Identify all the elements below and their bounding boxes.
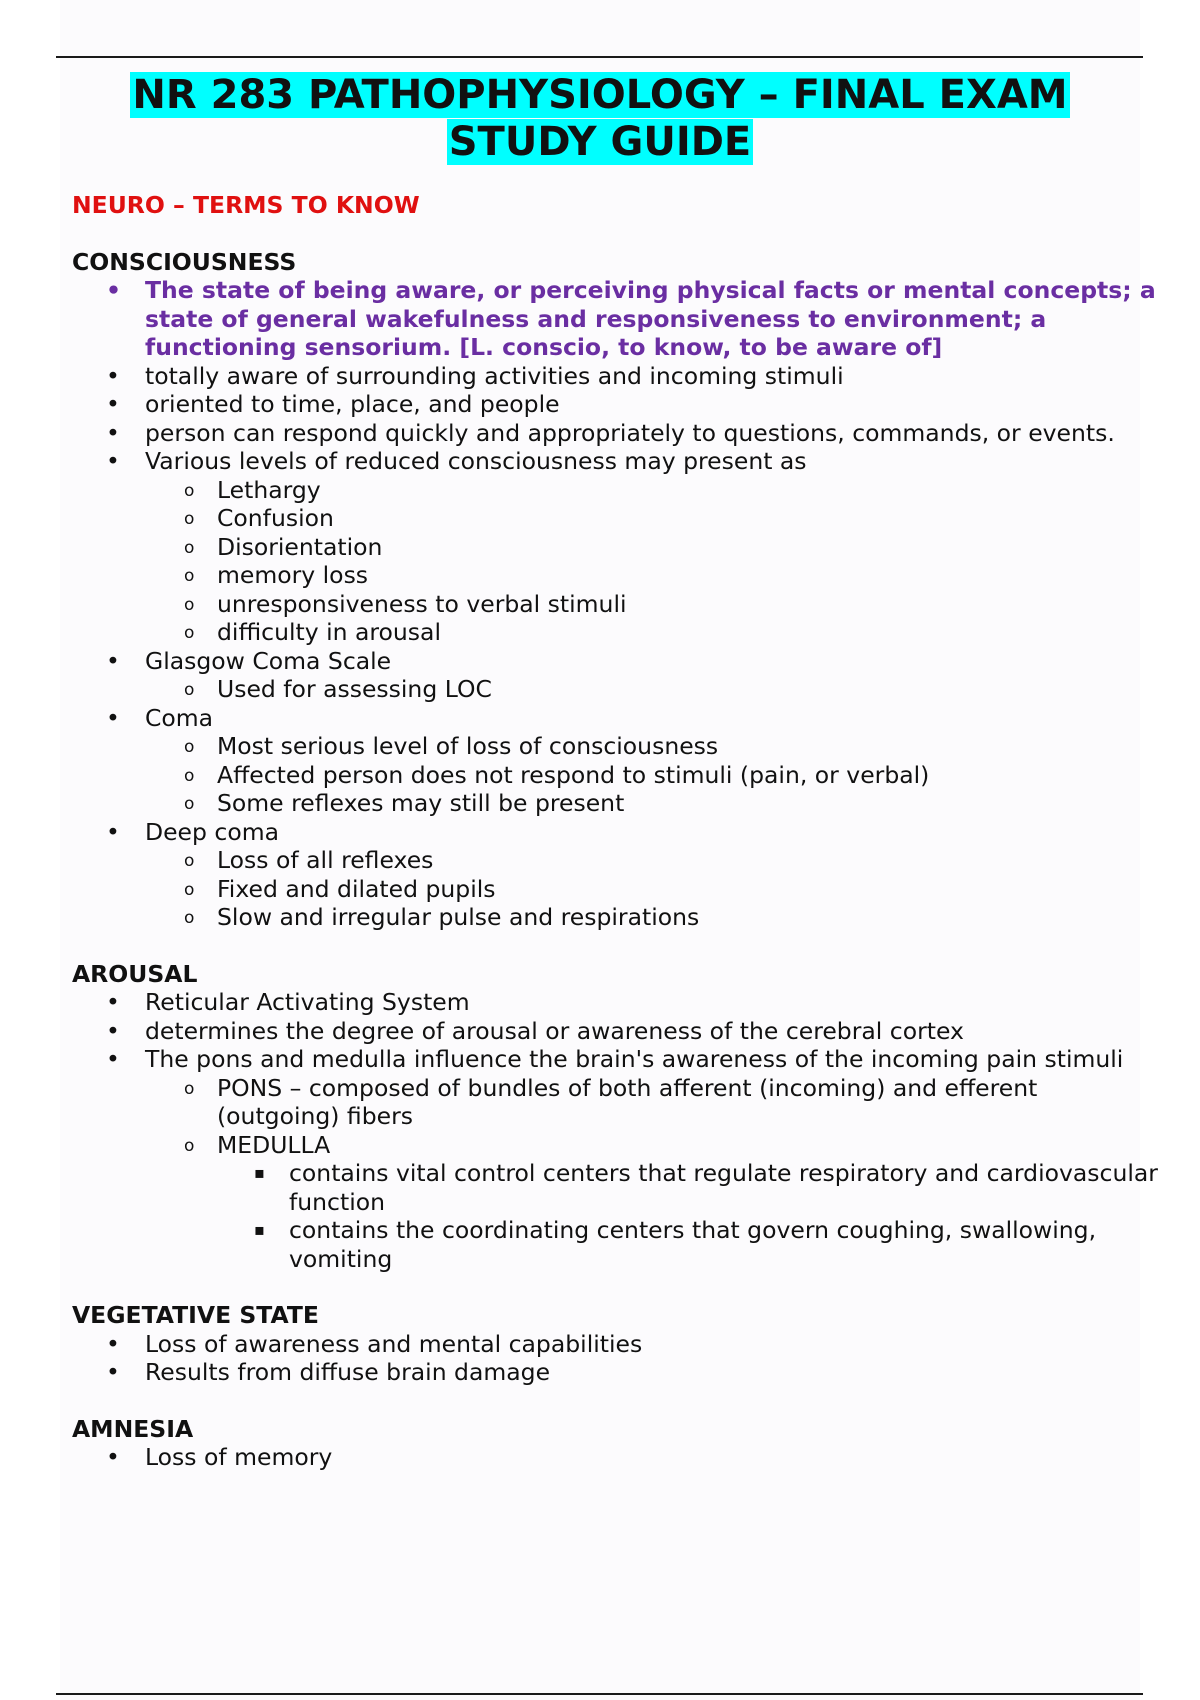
vegetative-heading: VEGETATIVE STATE <box>72 1301 319 1329</box>
list-item-text: Coma <box>145 703 214 732</box>
list-item: • Results from diffuse brain damage <box>72 1358 1162 1387</box>
list-item <box>72 647 1162 704</box>
top-rule <box>56 56 1143 58</box>
sub-item: o PONS – composed of bundles of both afferent (incoming) and efferent (outgoing) fibers <box>217 1074 1162 1131</box>
list-item <box>72 818 1162 932</box>
sub-item: o Used for assessing LOC <box>217 675 1162 704</box>
medulla-list <box>217 1159 1162 1273</box>
list-item: • determines the degree of arousal or awareness of the cerebral cortex <box>72 1017 1162 1046</box>
arousal-list <box>72 988 1162 1273</box>
consciousness-list <box>72 276 1162 932</box>
sub-item: o difficulty in arousal <box>217 618 1162 647</box>
list-item-text: The pons and medulla influence the brain's awareness of the incoming pain stimuli <box>145 1045 1124 1073</box>
bottom-rule <box>56 1693 1143 1695</box>
document-title <box>0 72 1200 166</box>
sub-sub-item: ▪ contains vital control centers that regulate respiratory and cardiovascular function <box>289 1159 1162 1216</box>
arousal-heading: AROUSAL <box>72 959 198 988</box>
document-body <box>72 191 1162 1472</box>
list-item-text: Various levels of reduced consciousness may present as <box>145 447 807 475</box>
consciousness-heading: CONSCIOUSNESS <box>72 247 297 276</box>
list-item: • Loss of awareness and mental capabilities <box>72 1330 1162 1359</box>
sub-item: o Fixed and dilated pupils <box>217 875 1162 904</box>
list-item: • oriented to time, place, and people <box>72 390 1162 419</box>
sub-item: o Affected person does not respond to stimuli (pain, or verbal) <box>217 761 1162 790</box>
list-item <box>72 1045 1162 1273</box>
deep-coma-list <box>217 846 1162 932</box>
vegetative-list <box>72 1330 1162 1387</box>
sub-sub-item: ▪ contains the coordinating centers that govern coughing, swallowing, vomiting <box>289 1216 1162 1273</box>
sub-item: o Loss of all reflexes <box>217 846 1162 875</box>
sub-item: o memory loss <box>217 561 1162 590</box>
sub-item: o Most serious level of loss of consciousness <box>217 732 1162 761</box>
title-line-2: STUDY GUIDE <box>448 119 752 165</box>
list-item <box>72 704 1162 818</box>
list-item: • totally aware of surrounding activities and incoming stimuli <box>72 362 1162 391</box>
reduced-levels-list <box>217 476 1162 647</box>
list-item-text: Deep coma <box>145 817 279 846</box>
sub-item: o Disorientation <box>217 533 1162 562</box>
list-item: • Reticular Activating System <box>72 988 1162 1017</box>
list-item-text: Glasgow Coma Scale <box>145 646 392 675</box>
brainstem-list <box>217 1074 1162 1274</box>
consciousness-definition: • The state of being aware, or perceiving physical facts or mental concepts; a state of general wakefulness and responsiveness to environment; a functioning sensorium. [L. conscio, to know, to be aware of] <box>72 276 1162 362</box>
amnesia-list <box>72 1443 1162 1472</box>
list-item <box>72 447 1162 647</box>
title-line-1: NR 283 PATHOPHYSIOLOGY – FINAL EXAM <box>132 72 1068 118</box>
list-item: • person can respond quickly and appropriately to questions, commands, or events. <box>72 419 1162 448</box>
sub-item <box>217 1131 1162 1274</box>
sub-item: o Some reflexes may still be present <box>217 789 1162 818</box>
sub-item: o Confusion <box>217 504 1162 533</box>
amnesia-heading: AMNESIA <box>72 1414 194 1443</box>
sub-item: o Slow and irregular pulse and respirations <box>217 903 1162 932</box>
coma-list <box>217 732 1162 818</box>
section-heading: NEURO – TERMS TO KNOW <box>72 191 420 219</box>
gcs-list <box>217 675 1162 704</box>
list-item: • Loss of memory <box>72 1443 1162 1472</box>
sub-item: o unresponsiveness to verbal stimuli <box>217 590 1162 619</box>
sub-item-text: MEDULLA <box>217 1130 331 1159</box>
sub-item: o Lethargy <box>217 476 1162 505</box>
